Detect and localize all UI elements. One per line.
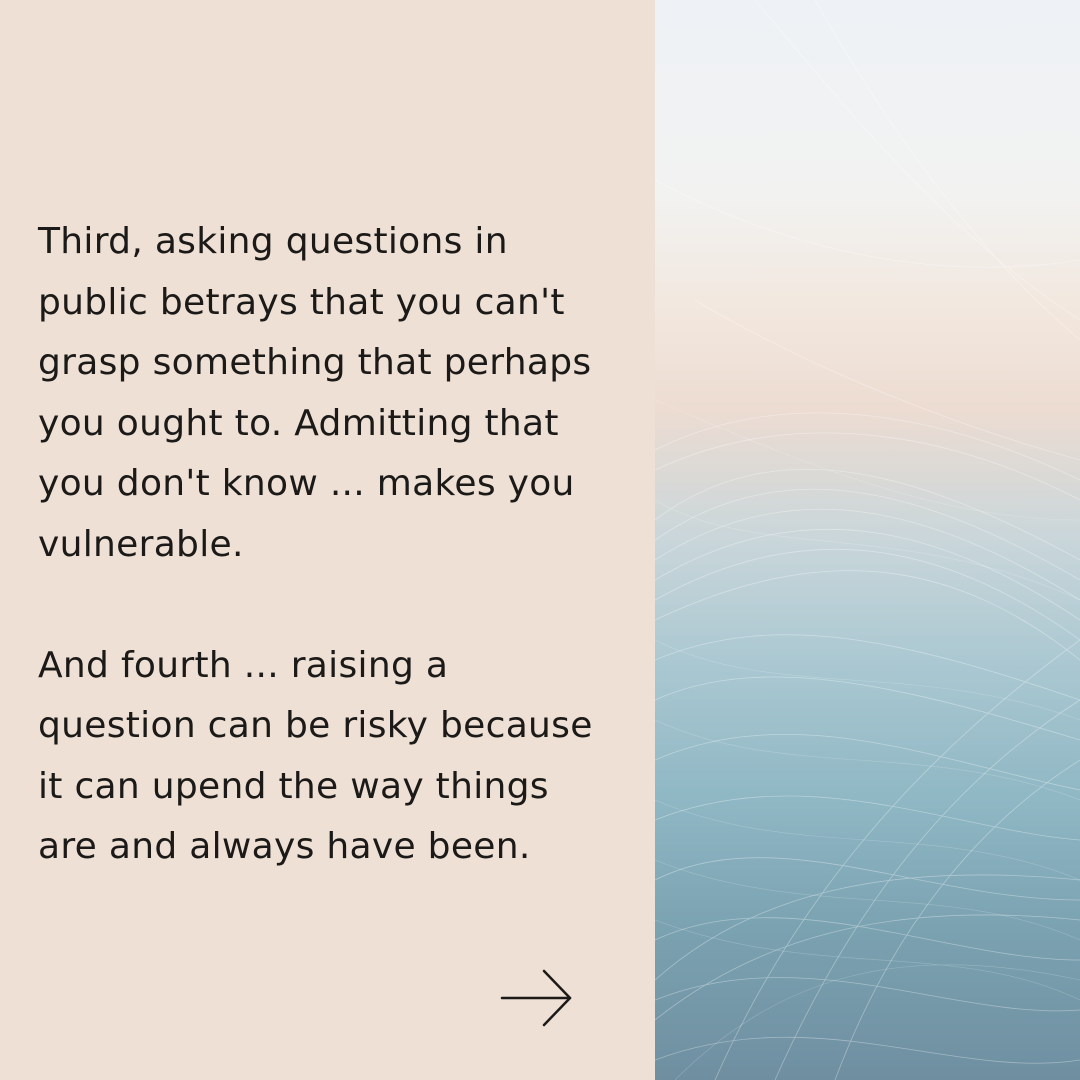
text-line: question can be risky because (38, 705, 593, 746)
text-line: And fourth ... raising a (38, 644, 449, 686)
text-line: public betrays that you can't (38, 281, 565, 323)
text-line: are and always have been. (38, 826, 531, 867)
text-line: vulnerable. (38, 523, 244, 565)
paragraph-2 (38, 636, 638, 878)
text-line: Third, asking questions in (38, 221, 508, 262)
paragraph-1 (38, 212, 638, 575)
abstract-wave-image (655, 0, 1080, 1080)
wave-lines (655, 0, 1080, 1080)
text-line: it can upend the way things (38, 765, 549, 807)
text-line: grasp something that perhaps (38, 342, 592, 383)
quote-text (38, 212, 638, 878)
text-line: you don't know ... makes you (38, 463, 575, 504)
text-line: you ought to. Admitting that (38, 402, 559, 444)
arrow-right-icon[interactable] (500, 968, 574, 1028)
